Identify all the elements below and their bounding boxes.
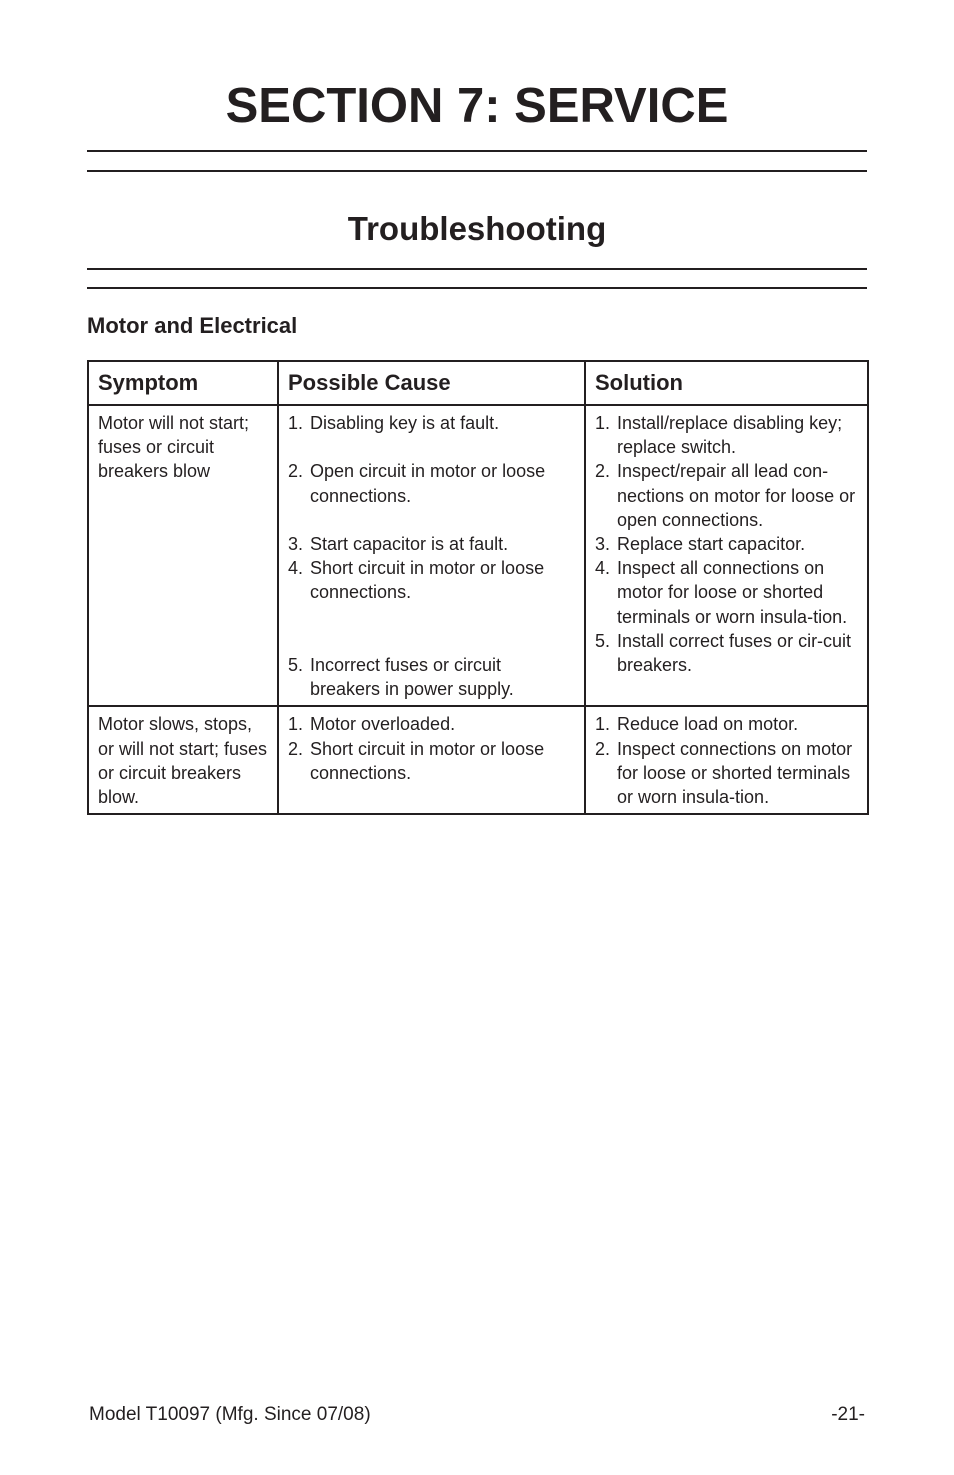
symptom-cell <box>88 405 278 706</box>
solution-cell <box>585 706 868 814</box>
header-rule-top <box>87 150 867 152</box>
symptom-cell <box>88 706 278 814</box>
troubleshooting-title: Troubleshooting <box>347 210 607 247</box>
solution-item: 5. Install correct fuses or cir-cuit breakers. <box>595 630 852 676</box>
header-possible-cause: Possible Cause <box>278 361 585 405</box>
cause-cell <box>278 706 585 814</box>
cause-item: 3. Start capacitor is at fault. <box>288 533 509 554</box>
cause-item: 4. Short circuit in motor or loose connections. <box>288 558 545 603</box>
subtitle-rule-bottom <box>87 287 867 289</box>
footer-model: Model T10097 (Mfg. Since 07/08) <box>89 1404 371 1425</box>
table-row <box>88 706 868 814</box>
symptom-text: Motor will not start; fuses or circuit breakers blow <box>98 413 250 482</box>
section-title: SECTION 7: SERVICE <box>225 79 729 133</box>
subsection-title: Motor and Electrical <box>87 313 298 338</box>
cause-item: 1. Disabling key is at fault. <box>288 413 500 433</box>
cause-item: 1. Motor overloaded. <box>288 714 456 735</box>
troubleshooting-table <box>87 360 869 815</box>
solution-cell <box>585 405 868 706</box>
solution-item: 1. Install/replace disabling key; replace switch. <box>595 413 843 458</box>
header-rule-bottom <box>87 170 867 172</box>
symptom-text: Motor slows, stops, or will not start; fuses or circuit breakers blow. <box>98 714 268 807</box>
subtitle-rule-top <box>87 268 867 270</box>
cause-item: 2. Open circuit in motor or loose connections. <box>288 461 546 506</box>
cause-item: 5. Incorrect fuses or circuit breakers in power supply. <box>288 654 514 700</box>
footer-page-number: -21- <box>831 1404 865 1425</box>
solution-item: 3. Replace start capacitor. <box>595 534 806 555</box>
cause-cell <box>278 405 585 706</box>
solution-item: 2. Inspect/repair all lead con-nections on motor for loose or open connections. <box>595 461 856 530</box>
solution-item: 2. Inspect connections on motor for loose or shorted terminals or worn insula-tion. <box>595 738 853 807</box>
header-symptom: Symptom <box>88 361 278 405</box>
cause-item: 2. Short circuit in motor or loose connections. <box>288 738 545 783</box>
table-header-row <box>88 361 868 405</box>
solution-item: 1. Reduce load on motor. <box>595 714 799 735</box>
header-solution: Solution <box>585 361 868 405</box>
solution-item: 4. Inspect all connections on motor for loose or shorted terminals or worn insula-tion. <box>595 558 848 627</box>
table-row <box>88 405 868 706</box>
